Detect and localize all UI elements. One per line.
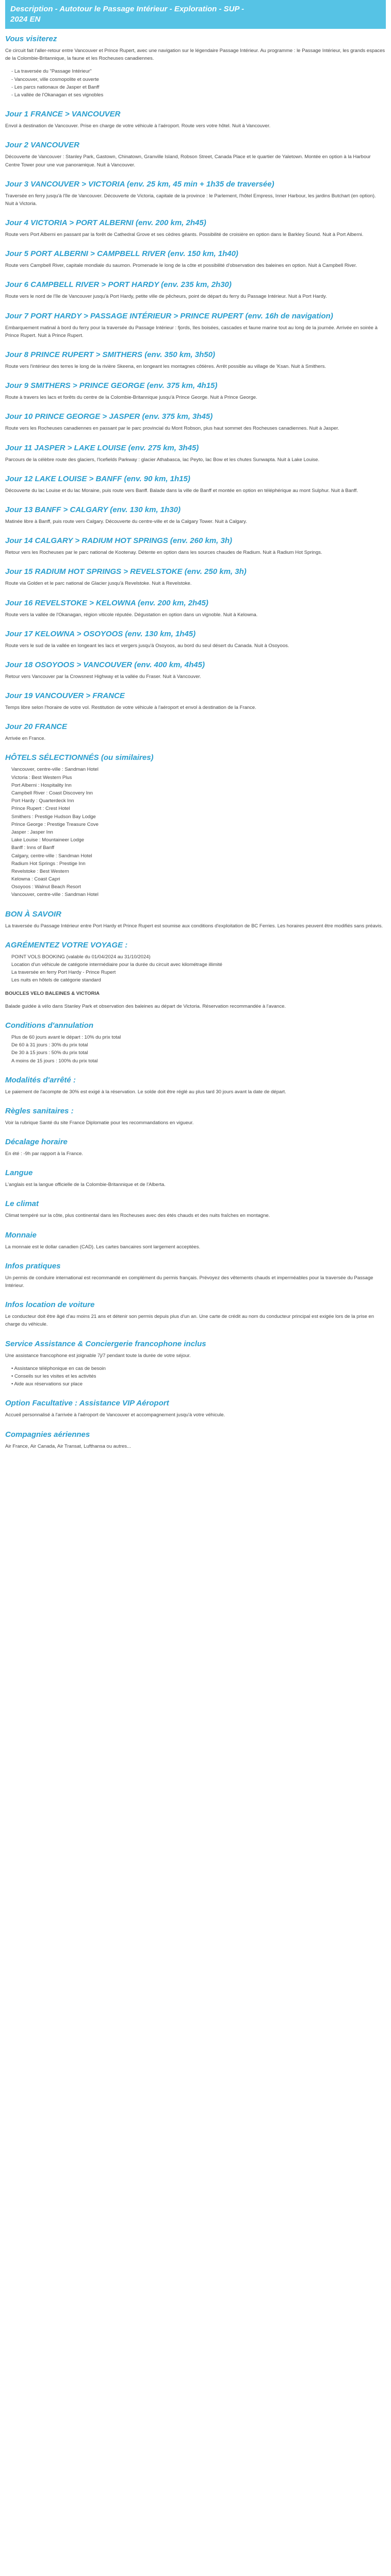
- airlines-text: Air France, Air Canada, Air Transat, Lufthansa ou autres...: [5, 1443, 131, 1449]
- day-title: Jour 12 LAKE LOUISE > BANFF (env. 90 km, 1h15): [5, 474, 190, 483]
- day-title: Jour 4 VICTORIA > PORT ALBERNI (env. 200 km, 2h45): [5, 218, 206, 228]
- payment-text: Le paiement de l'acompte de 30% est exigé à la réservation. Le solde doit être réglé au plus tard 30 jours avant la date de départ.: [5, 1089, 286, 1095]
- hotel-item: Revelstoke : Best Western: [11, 868, 69, 874]
- price-includes-heading: AGRÉMENTEZ VOTRE VOYAGE :: [5, 940, 128, 950]
- time-difference-heading: Décalage horaire: [5, 1138, 68, 1147]
- condition-item: De 30 à 15 jours : 50% du prix total: [11, 1050, 88, 1056]
- good-to-know-heading: BON À SAVOIR: [5, 909, 61, 919]
- language-text: L'anglais est la langue officielle de la Colombie-Britannique et de l'Alberta.: [5, 1182, 166, 1188]
- conditions-heading: Conditions d'annulation: [5, 1021, 94, 1030]
- sanitary-heading: Règles sanitaires :: [5, 1106, 74, 1115]
- day-title: Jour 18 OSOYOOS > VANCOUVER (env. 400 km, 4h45): [5, 660, 205, 669]
- day-text: Route vers le nord de l'île de Vancouver jusqu'à Port Hardy, petite ville de pêcheurs, point de départ du ferry du Passage Intérieur. Nuit à Port Hardy.: [5, 294, 327, 300]
- assistance-list: [5, 1365, 386, 1388]
- hotel-item: Port Alberni : Hospitality Inn: [11, 782, 72, 788]
- hotel-item: Banff : Inns of Banff: [11, 845, 55, 851]
- condition-item: A moins de 15 jours : 100% du prix total: [11, 1058, 98, 1064]
- day-text: Découverte de Vancouver : Stanley Park, Gastown, Chinatown, Granville Island, Robson Street, Canada Place et le quartier de Yaletown. Montée en option à la Harbour Centre Tower pour une vue panoramique. Nuit à Vancouver.: [5, 154, 371, 168]
- sanitary-text: Voir la rubrique Santé du site France Diplomatie pour les recommandations en vigueur.: [5, 1120, 194, 1126]
- good-to-know-text: La traversée du Passage Intérieur entre Port Hardy et Prince Rupert est soumise aux conditions d'exploitation de BC Ferries. Les horaires peuvent être modifiés sans préavis.: [5, 923, 383, 929]
- day-title: Jour 17 KELOWNA > OSOYOOS (env. 130 km, 1h45): [5, 629, 196, 638]
- currency-text: La monnaie est le dollar canadien (CAD). Les cartes bancaires sont largement acceptées.: [5, 1244, 201, 1250]
- day-text: Route via Golden et le parc national de Glacier jusqu'à Revelstoke. Nuit à Revelstoke.: [5, 581, 192, 587]
- price-include-item: Les nuits en hôtels de catégorie standard: [11, 977, 101, 984]
- time-difference-text: En été : -9h par rapport à la France.: [5, 1151, 84, 1157]
- assistance-item: • Conseils sur les visites et les activités: [11, 1372, 386, 1380]
- page-title-line-2: 2024 EN: [10, 15, 41, 24]
- day-title: Jour 10 PRINCE GEORGE > JASPER (env. 375 km, 3h45): [5, 412, 213, 421]
- practical-info-heading: Infos pratiques: [5, 1261, 61, 1270]
- day-title: Jour 15 RADIUM HOT SPRINGS > REVELSTOKE (env. 250 km, 3h): [5, 567, 247, 577]
- page-title-line-1: Description - Autotour le Passage Intérieur - Exploration - SUP -: [10, 5, 245, 13]
- day-title: Jour 16 REVELSTOKE > KELOWNA (env. 200 km, 2h45): [5, 598, 208, 607]
- currency-heading: Monnaie: [5, 1230, 37, 1240]
- hotel-item: Calgary, centre-ville : Sandman Hotel: [11, 853, 92, 859]
- price-include-item: La traversée en ferry Port Hardy - Prince Rupert: [11, 970, 116, 976]
- practical-info-text: Un permis de conduire international est recommandé en complément du permis français. Prévoyez des vêtements chauds et imperméables pour la traversée du Passage Intérieur.: [5, 1275, 373, 1289]
- climate-text: Climat tempéré sur la côte, plus continental dans les Rocheuses avec des étés chauds et des nuits fraîches en montagne.: [5, 1213, 270, 1219]
- day-text: Route vers Port Alberni en passant par la forêt de Cathedral Grove et ses cèdres géants. Possibilité de croisière en option dans le Barkley Sound. Nuit à Port Alberni.: [5, 232, 364, 238]
- day-title: Jour 20 FRANCE: [5, 722, 68, 732]
- day-text: Route à travers les lacs et forêts du centre de la Colombie-Britannique jusqu'à Prince George. Nuit à Prince George.: [5, 395, 257, 401]
- airlines-heading: Compagnies aériennes: [5, 1430, 90, 1439]
- day-title: Jour 7 PORT HARDY > PASSAGE INTÉRIEUR > PRINCE RUPERT (env. 16h de navigation): [5, 311, 333, 320]
- day-text: Embarquement matinal à bord du ferry pour la traversée du Passage Intérieur : fjords, îles boisées, cascades et faune marine tout au long de la journée. Arrivée en soirée à Prince Rupert. Nuit à Prince Rupert.: [5, 325, 378, 338]
- car-rental-info-heading: Infos location de voiture: [5, 1300, 95, 1310]
- conditions-list: [5, 1033, 386, 1065]
- intro-item: - La vallée de l'Okanagan et ses vignobles: [11, 91, 386, 99]
- hotel-item: Prince Rupert : Crest Hotel: [11, 806, 70, 812]
- itinerary-days: [5, 109, 386, 742]
- day-text: Route vers l'intérieur des terres le long de la rivière Skeena, en longeant les montagnes côtières. Arrêt possible au village de 'Ksan. Nuit à Smithers.: [5, 364, 326, 369]
- day-title: Jour 13 BANFF > CALGARY (env. 130 km, 1h30): [5, 505, 181, 514]
- hotel-item: Prince George : Prestige Treasure Cove: [11, 821, 99, 827]
- assistance-heading: Service Assistance & Conciergerie francophone inclus: [5, 1339, 206, 1348]
- hotel-item: Smithers : Prestige Hudson Bay Lodge: [11, 814, 96, 820]
- day-text: Temps libre selon l'horaire de votre vol. Restitution de votre véhicule à l'aéroport et envol à destination de la France.: [5, 705, 256, 711]
- hotels-heading: HÔTELS SÉLECTIONNÉS (ou similaires): [5, 753, 154, 762]
- hotel-item: Radium Hot Springs : Prestige Inn: [11, 860, 86, 867]
- day-text: Route vers le sud de la vallée en longeant les lacs et vergers jusqu'à Osoyoos, au bord du seul désert du Canada. Nuit à Osoyoos.: [5, 642, 289, 649]
- intro-list: [5, 67, 386, 99]
- day-text: Arrivée en France.: [5, 736, 46, 742]
- day-text: Route vers la vallée de l'Okanagan, région viticole réputée. Dégustation en option dans un vignoble. Nuit à Kelowna.: [5, 612, 258, 618]
- payment-heading: Modalités d'arrêté :: [5, 1075, 76, 1084]
- hotel-item: Campbell River : Coast Discovery Inn: [11, 790, 93, 796]
- day-title: Jour 9 SMITHERS > PRINCE GEORGE (env. 375 km, 4h15): [5, 381, 218, 391]
- hotel-item: Osoyoos : Walnut Beach Resort: [11, 884, 81, 890]
- day-title: Jour 1 FRANCE > VANCOUVER: [5, 110, 121, 119]
- hotel-item: Lake Louise : Mountaineer Lodge: [11, 837, 85, 843]
- day-text: Route vers Campbell River, capitale mondiale du saumon. Promenade le long de la côte et possibilité d'observation des baleines en option. Nuit à Campbell River.: [5, 263, 357, 269]
- day-text: Envol à destination de Vancouver. Prise en charge de votre véhicule à l'aéroport. Route vers votre hôtel. Nuit à Vancouver.: [5, 123, 271, 129]
- hotel-item: Kelowna : Coast Capri: [11, 876, 60, 883]
- day-title: Jour 2 VANCOUVER: [5, 141, 79, 150]
- condition-item: De 60 à 31 jours : 30% du prix total: [11, 1042, 88, 1048]
- page-title: [5, 0, 386, 29]
- day-text: Retour vers les Rocheuses par le parc national de Kootenay. Détente en option dans les sources chaudes de Radium. Nuit à Radium Hot Springs.: [5, 550, 322, 556]
- hotel-item: Port Hardy : Quarterdeck Inn: [11, 798, 74, 804]
- day-text: Traversée en ferry jusqu'à l'île de Vancouver. Découverte de Victoria, capitale de la province : le Parlement, l'hôtel Empress, Inner Harbour, les jardins Butchart (en option). Nuit à Victoria.: [5, 193, 376, 207]
- intro-text: Ce circuit fait l'aller-retour entre Vancouver et Prince Rupert, avec une navigation sur le légendaire Passage Intérieur. Au programme : le Passage Intérieur, les grands espaces de la Colombie-Britannique, la faune et les Rocheuses canadiennes.: [5, 48, 385, 62]
- hotel-item: Victoria : Best Western Plus: [11, 774, 72, 781]
- day-text: Matinée libre à Banff, puis route vers Calgary. Découverte du centre-ville et de la Calgary Tower. Nuit à Calgary.: [5, 518, 247, 524]
- day-text: Parcours de la célèbre route des glaciers, l'Icefields Parkway : glacier Athabasca, lac Peyto, lac Bow et les chutes Sunwapta. Nuit à Lake Louise.: [5, 456, 320, 463]
- price-includes-list: [5, 953, 386, 985]
- hotel-item: Vancouver, centre-ville : Sandman Hotel: [11, 767, 99, 773]
- day-title: Jour 19 VANCOUVER > FRANCE: [5, 691, 125, 701]
- hotel-item: Vancouver, centre-ville : Sandman Hotel: [11, 892, 99, 898]
- intro-item: - Les parcs nationaux de Jasper et Banff: [11, 83, 386, 91]
- language-heading: Langue: [5, 1168, 33, 1178]
- assistance-text: Une assistance francophone est joignable 7j/7 pendant toute la durée de votre séjour.: [5, 1352, 191, 1359]
- car-rental-info-text: Le conducteur doit être âgé d'au moins 21 ans et détenir son permis depuis plus d'un an. Une carte de crédit au nom du conducteur principal est exigée lors de la prise en charge du véhicule.: [5, 1314, 374, 1328]
- day-title: Jour 14 CALGARY > RADIUM HOT SPRINGS (env. 260 km, 3h): [5, 536, 232, 546]
- day-title: Jour 6 CAMPBELL RIVER > PORT HARDY (env. 235 km, 2h30): [5, 280, 232, 290]
- climate-heading: Le climat: [5, 1199, 39, 1209]
- vip-option-text: Accueil personnalisé à l'arrivée à l'aéroport de Vancouver et accompagnement jusqu'à votre véhicule.: [5, 1412, 225, 1418]
- price-include-item: POINT VOLS BOOKING (valable du 01/04/2024 au 31/10/2024): [11, 954, 151, 960]
- intro-heading: Vous visiterez: [5, 35, 57, 43]
- assistance-item: • Aide aux réservations sur place: [11, 1380, 386, 1388]
- intro-item: - La traversée du "Passage Intérieur": [11, 67, 386, 75]
- day-text: Retour vers Vancouver par la Crowsnest Highway et la vallée du Fraser. Nuit à Vancouver.: [5, 673, 201, 680]
- day-text: Découverte du lac Louise et du lac Moraine, puis route vers Banff. Balade dans la ville de Banff et montée en option en téléphérique au mont Sulphur. Nuit à Banff.: [5, 487, 358, 494]
- guarantees-heading: BOUCLES VELO BALEINES & VICTORIA: [5, 990, 100, 996]
- day-title: Jour 3 VANCOUVER > VICTORIA (env. 25 km, 45 min + 1h35 de traversée): [5, 179, 274, 189]
- assistance-item: • Assistance téléphonique en cas de besoin: [11, 1365, 386, 1372]
- condition-item: Plus de 60 jours avant le départ : 10% du prix total: [11, 1034, 121, 1040]
- day-title: Jour 8 PRINCE RUPERT > SMITHERS (env. 350 km, 3h50): [5, 350, 215, 359]
- intro-item: - Vancouver, ville cosmopolite et ouverte: [11, 76, 386, 83]
- day-title: Jour 11 JASPER > LAKE LOUISE (env. 275 km, 3h45): [5, 443, 199, 452]
- day-text: Route vers les Rocheuses canadiennes en passant par le parc provincial du Mont Robson, plus haut sommet des Rocheuses canadiennes. Nuit à Jasper.: [5, 426, 339, 432]
- guarantees-text: Balade guidée à vélo dans Stanley Park et observation des baleines au départ de Victoria. Réservation recommandée à l'avance.: [5, 1003, 286, 1009]
- hotel-item: Jasper : Jasper Inn: [11, 829, 53, 835]
- price-include-item: Location d'un véhicule de catégorie intermédiaire pour la durée du circuit avec kilométrage illimité: [11, 962, 222, 968]
- day-title: Jour 5 PORT ALBERNI > CAMPBELL RIVER (env. 150 km, 1h40): [5, 249, 238, 259]
- vip-option-heading: Option Facultative : Assistance VIP Aéroport: [5, 1399, 169, 1408]
- hotels-list: [5, 766, 386, 899]
